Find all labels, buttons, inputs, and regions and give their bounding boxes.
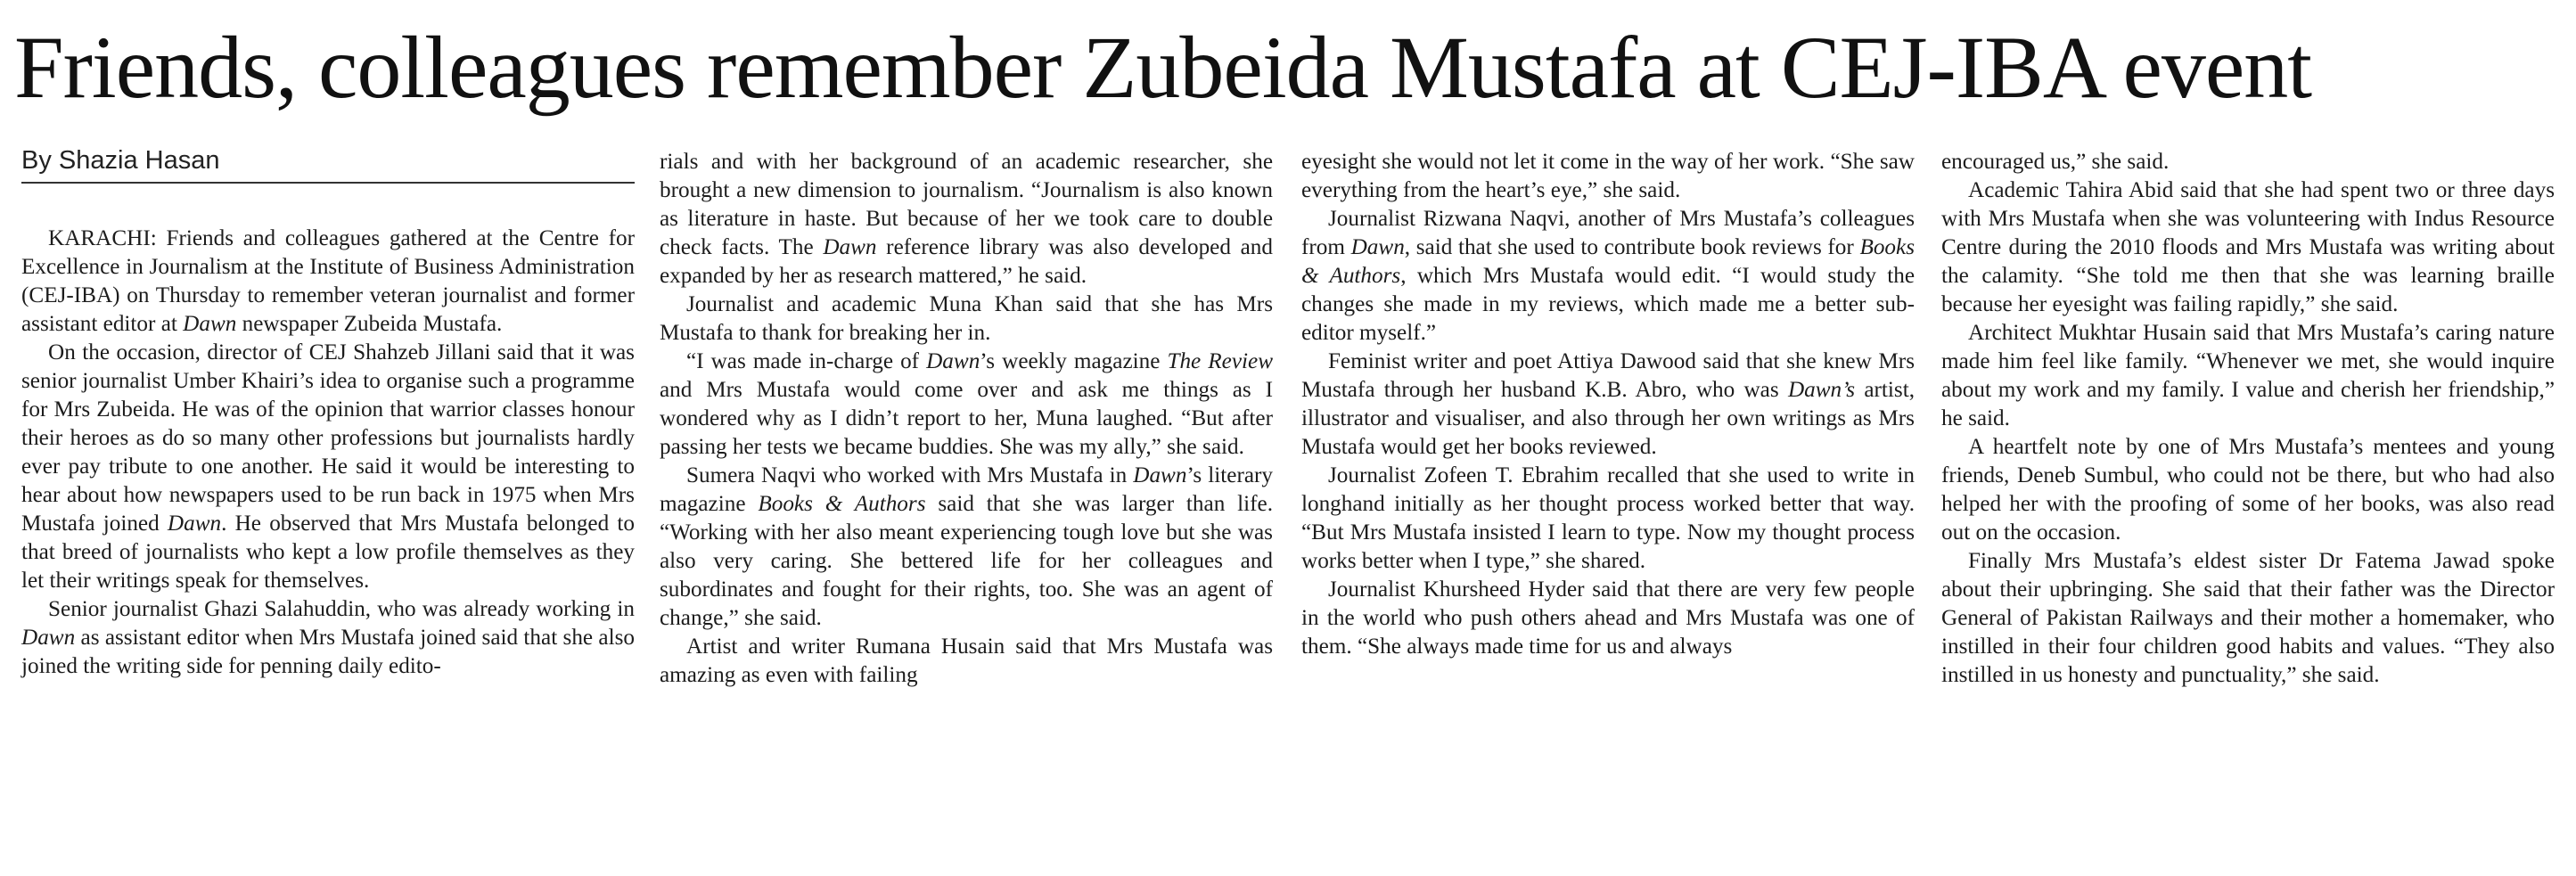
article-headline: Friends, colleagues remember Zubeida Mustafa at CEJ-IBA event (14, 18, 2312, 117)
paragraph: encouraged us,” she said. (1941, 150, 2170, 174)
paragraph: Sumera Naqvi who worked with Mrs Mustafa in Dawn’s literary magazine Books & Authors said that she was larger than life. “Working with her also meant experiencing tough love but she was also very caring. She bettered life for her colleagues and subordinates and fought for their rights, too. She was an agent of change,” she said. (660, 463, 1273, 630)
paragraph: Artist and writer Rumana Husain said that Mrs Mustafa was amazing as even with failing (660, 634, 1273, 687)
paragraph: Journalist Rizwana Naqvi, another of Mrs Mustafa’s colleagues from Dawn, said that she used to contribute book reviews for Books & Authors, which Mrs Mustafa would edit. “I would study the changes she made in my reviews, which made me a better sub-editor myself.” (1301, 207, 1915, 345)
article-column-2 (660, 148, 1273, 690)
paragraph: On the occasion, director of CEJ Shahzeb Jillani said that it was senior journalist Umber Khairi’s idea to organise such a programme for Mrs Zubeida. He was of the opinion that warrior classes honour their heroes as do so many other professions but journalists hardly ever pay tribute to one another. He said it would be interesting to hear about how newspapers used to be run back in 1975 when Mrs Mustafa joined Dawn. He observed that Mrs Mustafa belonged to that breed of journalists who kept a low profile themselves as they let their writings speak for themselves. (21, 340, 635, 593)
paragraph: Finally Mrs Mustafa’s eldest sister Dr Fatema Jawad spoke about their upbringing. She said that their father was the Director General of Pakistan Railways and their mother a homemaker, who instilled in their four children good habits and values. “They also instilled in us honesty and punctuality,” she said. (1941, 549, 2555, 687)
article-column-3 (1301, 148, 1915, 661)
paragraph: Feminist writer and poet Attiya Dawood said that she knew Mrs Mustafa through her husband K.B. Abro, who was Dawn’s artist, illustrator and visualiser, and also through her own writings as Mrs Mustafa would get her books reviewed. (1301, 349, 1915, 459)
paragraph: rials and with her background of an academic researcher, she brought a new dimension to journalism. “Journalism is also known as literature in haste. But because of her we took care to double check facts. The Dawn reference library was also developed and expanded by her as research mattered,” he said. (660, 150, 1273, 288)
paragraph: A heartfelt note by one of Mrs Mustafa’s mentees and young friends, Deneb Sumbul, who could not be there, but who had also helped her with the proofing of some of her books, was also read out on the occasion. (1941, 435, 2555, 544)
article-column-4 (1941, 148, 2555, 690)
paragraph: eyesight she would not let it come in the way of her work. “She saw everything from the heart’s eye,” she said. (1301, 150, 1915, 202)
paragraph: Journalist and academic Muna Khan said that she has Mrs Mustafa to thank for breaking her in. (660, 292, 1273, 345)
article-column-1 (21, 225, 635, 681)
paragraph: “I was made in-charge of Dawn’s weekly magazine The Review and Mrs Mustafa would come over and ask me things as I wondered why as I didn’t report to her, Muna laughed. “But after passing her tests we became buddies. She was my ally,” she said. (660, 349, 1273, 459)
byline-divider (21, 182, 635, 184)
paragraph: Architect Mukhtar Husain said that Mrs Mustafa’s caring nature made him feel like family. “Whenever we met, she would inquire about my work and my family. I value and cherish her friendship,” he said. (1941, 321, 2555, 430)
paragraph: KARACHI: Friends and colleagues gathered at the Centre for Excellence in Journalism at the Institute of Business Administration (CEJ-IBA) on Thursday to remember veteran journalist and former assistant editor at Dawn newspaper Zubeida Mustafa. (21, 226, 635, 336)
paragraph: Senior journalist Ghazi Salahuddin, who was already working in Dawn as assistant editor when Mrs Mustafa joined said that she also joined the writing side for penning daily edito- (21, 597, 635, 678)
byline: By Shazia Hasan (21, 146, 220, 175)
paragraph: Journalist Zofeen T. Ebrahim recalled that she used to write in longhand initially as her thought process worked better that way. “But Mrs Mustafa insisted I learn to type. Now my thought process works better when I type,” she shared. (1301, 463, 1915, 573)
paragraph: Academic Tahira Abid said that she had spent two or three days with Mrs Mustafa when she was volunteering with Indus Resource Centre during the 2010 floods and Mrs Mustafa was writing about the calamity. “She told me then that she was learning braille because her eyesight was failing rapidly,” she said. (1941, 178, 2555, 316)
paragraph: Journalist Khursheed Hyder said that there are very few people in the world who push others ahead and Mrs Mustafa was one of them. “She always made time for us and always (1301, 577, 1915, 659)
